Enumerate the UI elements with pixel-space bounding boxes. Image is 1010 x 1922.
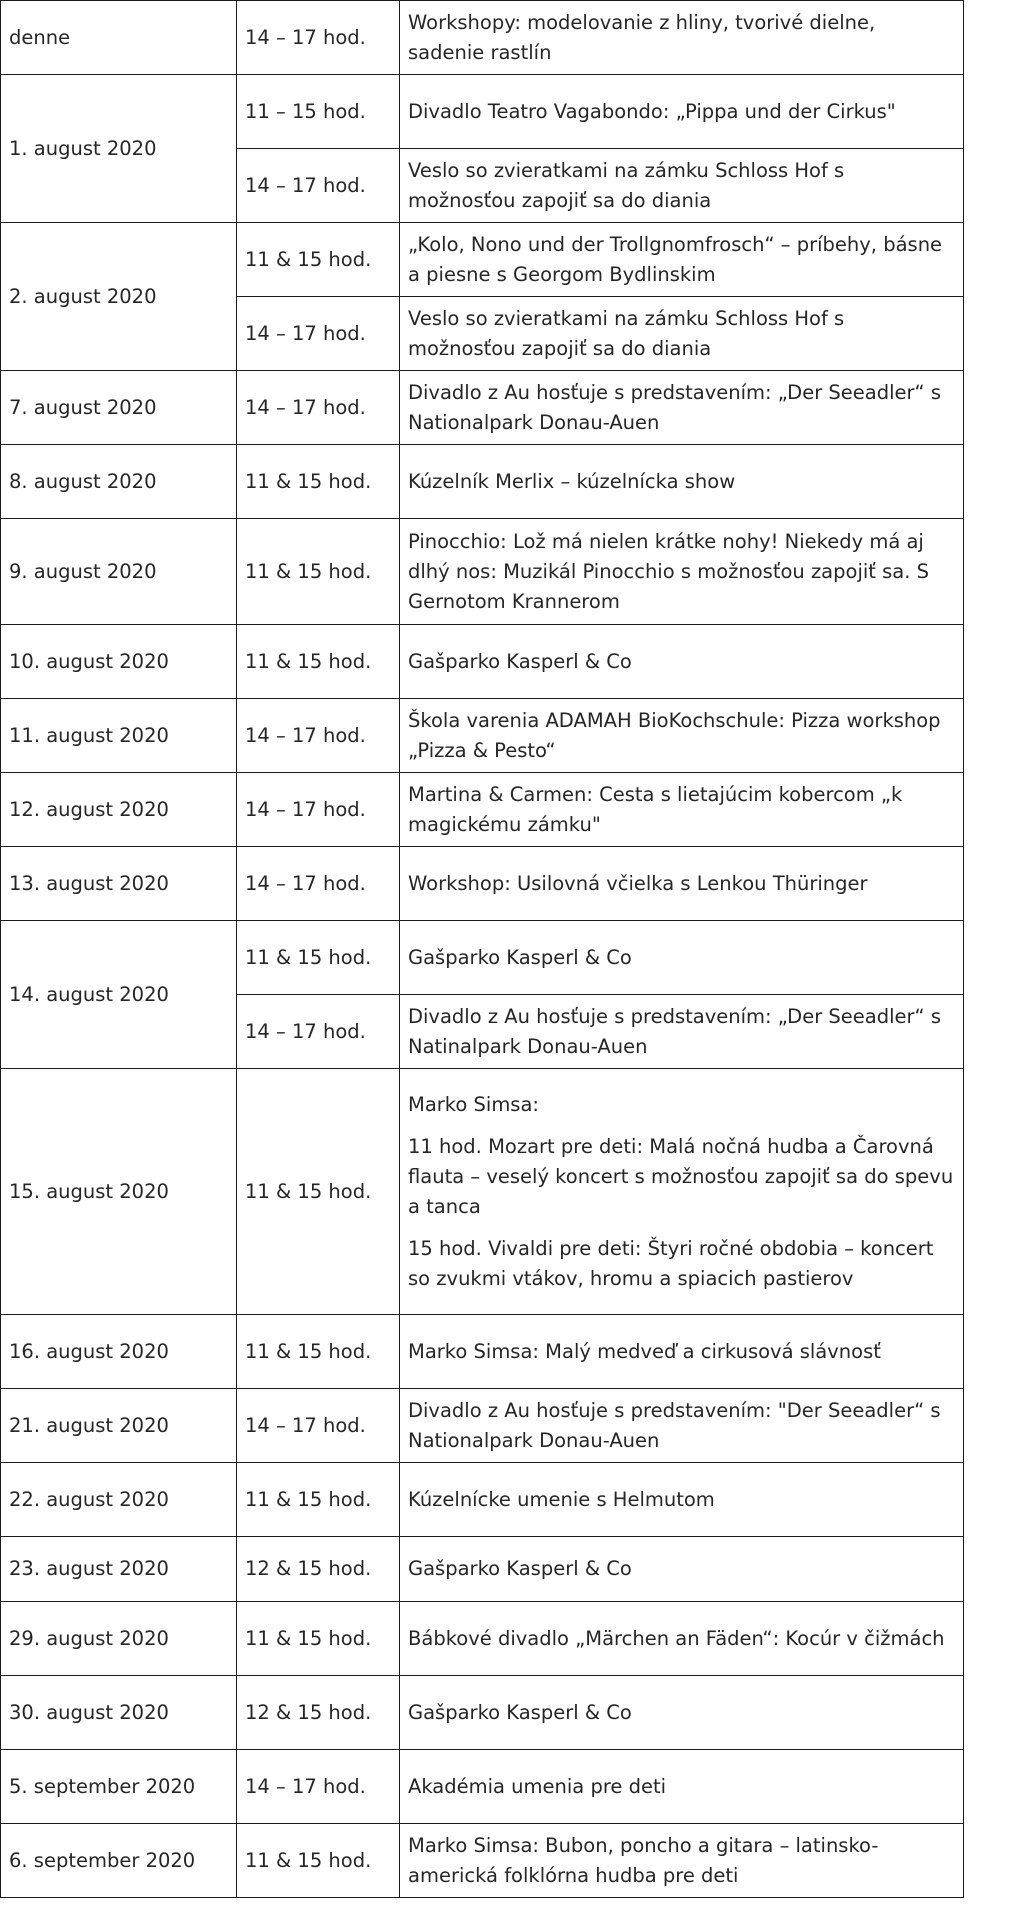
event-description-cell bbox=[400, 75, 964, 149]
event-description-cell bbox=[400, 445, 964, 519]
event-description: Akadémia umenia pre deti bbox=[408, 1774, 667, 1798]
date-cell: 7. august 2020 bbox=[1, 371, 237, 445]
event-description-cell bbox=[400, 1389, 964, 1463]
time-cell: 11 & 15 hod. bbox=[237, 445, 400, 519]
date-cell: 1. august 2020 bbox=[1, 75, 237, 223]
event-description: Gašparko Kasperl & Co bbox=[408, 1557, 632, 1580]
event-description-cell bbox=[400, 1463, 964, 1537]
table-row bbox=[1, 773, 964, 847]
event-description: Divadlo z Au hosťuje s predstavením: "Der Seeadler“ s Nationalpark Donau-Auen bbox=[408, 1398, 941, 1452]
event-description-cell bbox=[400, 847, 964, 921]
date-cell: 15. august 2020 bbox=[1, 1069, 237, 1315]
table-row bbox=[1, 1750, 964, 1824]
table-row bbox=[1, 1602, 964, 1676]
event-description: Workshopy: modelovanie z hliny, tvorivé dielne, sadenie rastlín bbox=[408, 10, 876, 64]
date-cell: 14. august 2020 bbox=[1, 921, 237, 1069]
event-description: Divadlo Teatro Vagabondo: „Pippa und der Cirkus" bbox=[408, 99, 896, 123]
date-cell: 16. august 2020 bbox=[1, 1315, 237, 1389]
table-row bbox=[1, 1069, 964, 1315]
event-description-cell bbox=[400, 1315, 964, 1389]
event-description-cell bbox=[400, 519, 964, 625]
table-row bbox=[1, 1537, 964, 1602]
date-cell: 29. august 2020 bbox=[1, 1602, 237, 1676]
date-cell: 9. august 2020 bbox=[1, 519, 237, 625]
event-description-cell bbox=[400, 1537, 964, 1602]
date-cell: 13. august 2020 bbox=[1, 847, 237, 921]
event-description-cell bbox=[400, 699, 964, 773]
time-cell: 11 – 15 hod. bbox=[237, 75, 400, 149]
event-description-cell bbox=[400, 921, 964, 995]
table-row bbox=[1, 1389, 964, 1463]
event-description: Škola varenia ADAMAH BioKochschule: Pizza workshop „Pizza & Pesto“ bbox=[408, 708, 941, 762]
time-cell: 11 & 15 hod. bbox=[237, 1315, 400, 1389]
table-row bbox=[1, 847, 964, 921]
event-description-cell bbox=[400, 995, 964, 1069]
date-cell: 12. august 2020 bbox=[1, 773, 237, 847]
time-cell: 11 & 15 hod. bbox=[237, 921, 400, 995]
event-description-cell bbox=[400, 773, 964, 847]
event-description-cell bbox=[400, 223, 964, 297]
time-cell: 14 – 17 hod. bbox=[237, 1750, 400, 1824]
event-description: Marko Simsa: bbox=[408, 1092, 539, 1116]
event-description-cell bbox=[400, 1750, 964, 1824]
event-description: Gašparko Kasperl & Co bbox=[408, 649, 632, 673]
time-cell: 14 – 17 hod. bbox=[237, 297, 400, 371]
time-cell: 14 – 17 hod. bbox=[237, 1389, 400, 1463]
date-cell: denne bbox=[1, 1, 237, 75]
table-row bbox=[1, 1676, 964, 1750]
date-cell: 11. august 2020 bbox=[1, 699, 237, 773]
date-cell: 5. september 2020 bbox=[1, 1750, 237, 1824]
event-description: Kúzelník Merlix – kúzelnícka show bbox=[408, 469, 736, 493]
event-description: 11 hod. Mozart pre deti: Malá nočná hudba a Čarovná flauta – veselý koncert s možnosťou zapojiť sa do spevu a tanca bbox=[408, 1134, 954, 1218]
event-description-cell bbox=[400, 1, 964, 75]
date-cell: 10. august 2020 bbox=[1, 625, 237, 699]
event-description: Veslo so zvieratkami na zámku Schloss Hof s možnosťou zapojiť sa do diania bbox=[408, 306, 845, 360]
table-row bbox=[1, 75, 964, 149]
date-cell: 22. august 2020 bbox=[1, 1463, 237, 1537]
event-description: Kúzelnícke umenie s Helmutom bbox=[408, 1487, 715, 1511]
time-cell: 14 – 17 hod. bbox=[237, 371, 400, 445]
date-cell: 30. august 2020 bbox=[1, 1676, 237, 1750]
date-cell: 2. august 2020 bbox=[1, 223, 237, 371]
time-cell: 12 & 15 hod. bbox=[237, 1676, 400, 1750]
time-cell: 11 & 15 hod. bbox=[237, 625, 400, 699]
time-cell: 14 – 17 hod. bbox=[237, 847, 400, 921]
event-description-cell bbox=[400, 297, 964, 371]
event-description-cell bbox=[400, 1069, 964, 1315]
date-cell: 6. september 2020 bbox=[1, 1824, 237, 1898]
table-row bbox=[1, 1463, 964, 1537]
event-description-cell bbox=[400, 149, 964, 223]
time-cell: 11 & 15 hod. bbox=[237, 519, 400, 625]
date-cell: 21. august 2020 bbox=[1, 1389, 237, 1463]
event-description-cell bbox=[400, 625, 964, 699]
event-description: Martina & Carmen: Cesta s lietajúcim kobercom „k magickému zámku" bbox=[408, 782, 903, 836]
event-description: Divadlo z Au hosťuje s predstavením: „Der Seeadler“ s Nationalpark Donau-Auen bbox=[408, 380, 942, 434]
event-description: Workshop: Usilovná včielka s Lenkou Thüringer bbox=[408, 871, 868, 895]
table-row bbox=[1, 445, 964, 519]
table-row bbox=[1, 1315, 964, 1389]
time-cell: 14 – 17 hod. bbox=[237, 1, 400, 75]
event-description-cell bbox=[400, 371, 964, 445]
time-cell: 14 – 17 hod. bbox=[237, 995, 400, 1069]
event-description: Divadlo z Au hosťuje s predstavením: „Der Seeadler“ s Natinalpark Donau-Auen bbox=[408, 1004, 942, 1058]
time-cell: 14 – 17 hod. bbox=[237, 149, 400, 223]
date-cell: 8. august 2020 bbox=[1, 445, 237, 519]
schedule-body bbox=[1, 1, 964, 1898]
time-cell: 11 & 15 hod. bbox=[237, 1463, 400, 1537]
event-description-cell bbox=[400, 1824, 964, 1898]
time-cell: 11 & 15 hod. bbox=[237, 223, 400, 297]
table-row bbox=[1, 699, 964, 773]
table-row bbox=[1, 1, 964, 75]
event-description: Marko Simsa: Malý medveď a cirkusová slávnosť bbox=[408, 1339, 881, 1363]
table-row bbox=[1, 519, 964, 625]
event-description-cell bbox=[400, 1602, 964, 1676]
time-cell: 11 & 15 hod. bbox=[237, 1069, 400, 1315]
event-description: Marko Simsa: Bubon, poncho a gitara – latinsko-americká folklórna hudba pre deti bbox=[408, 1833, 879, 1887]
event-description: Gašparko Kasperl & Co bbox=[408, 945, 632, 969]
event-description: 15 hod. Vivaldi pre deti: Štyri ročné obdobia – koncert so zvukmi vtákov, hromu a spiacich pastierov bbox=[408, 1236, 934, 1290]
table-row bbox=[1, 371, 964, 445]
event-description: „Kolo, Nono und der Trollgnomfrosch“ – príbehy, básne a piesne s Georgom Bydlinskim bbox=[408, 232, 943, 286]
table-row bbox=[1, 921, 964, 995]
table-row bbox=[1, 1824, 964, 1898]
event-description: Veslo so zvieratkami na zámku Schloss Hof s možnosťou zapojiť sa do diania bbox=[408, 158, 845, 212]
time-cell: 14 – 17 hod. bbox=[237, 773, 400, 847]
date-cell: 23. august 2020 bbox=[1, 1537, 237, 1602]
time-cell: 14 – 17 hod. bbox=[237, 699, 400, 773]
time-cell: 11 & 15 hod. bbox=[237, 1824, 400, 1898]
table-row bbox=[1, 223, 964, 297]
event-description-cell bbox=[400, 1676, 964, 1750]
table-row bbox=[1, 625, 964, 699]
event-description: Bábkové divadlo „Märchen an Fäden“: Kocúr v čižmách bbox=[408, 1626, 945, 1650]
time-cell: 11 & 15 hod. bbox=[237, 1602, 400, 1676]
event-description: Gašparko Kasperl & Co bbox=[408, 1700, 632, 1724]
time-cell: 12 & 15 hod. bbox=[237, 1537, 400, 1602]
event-description: Pinocchio: Lož má nielen krátke nohy! Niekedy má aj dlhý nos: Muzikál Pinocchio s možnosťou zapojiť sa. S Gernotom Krannerom bbox=[408, 529, 930, 613]
